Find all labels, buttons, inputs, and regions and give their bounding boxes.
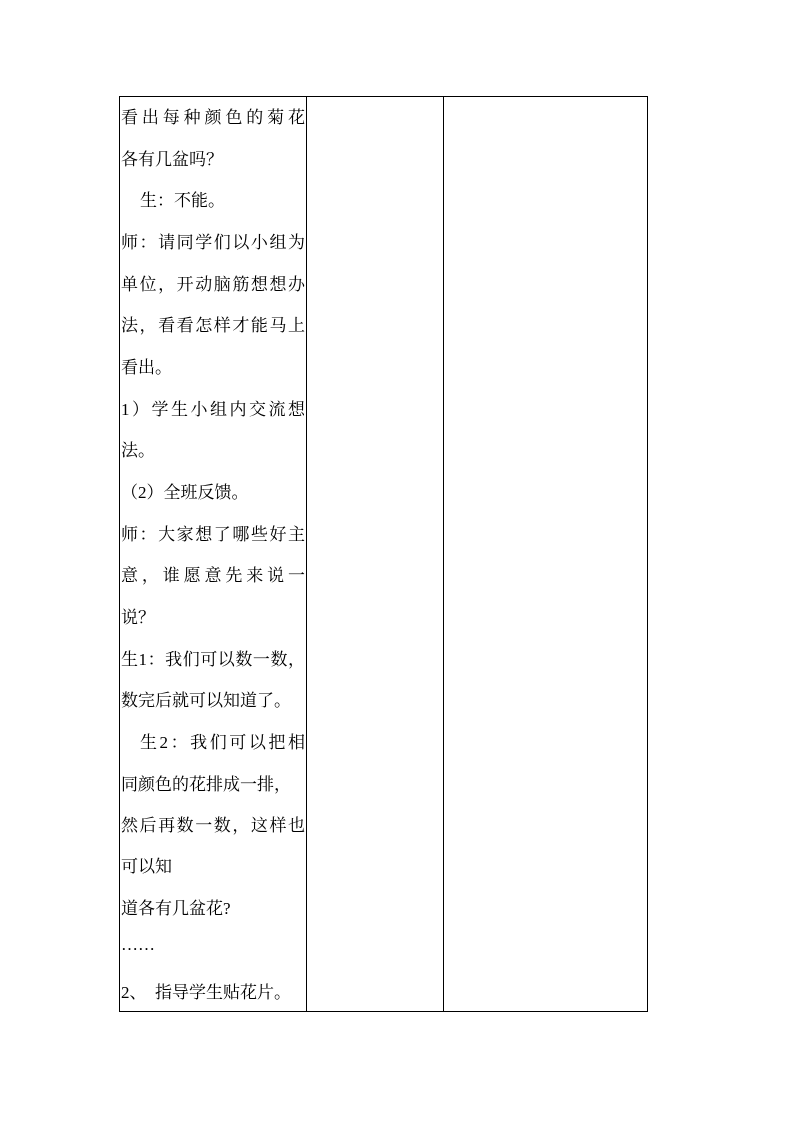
text-line: 1）学生小组内交流想 xyxy=(121,400,305,419)
text-line: 单位，开动脑筋想想办 xyxy=(121,275,305,294)
text-line: 生1：我们可以数一数， xyxy=(121,650,305,669)
table-column-empty xyxy=(444,97,647,1011)
text-line: 师：大家想了哪些好主 xyxy=(121,525,305,544)
text-line: 法，看看怎样才能马上 xyxy=(121,316,305,335)
text-line: 道各有几盆花? xyxy=(121,899,231,918)
text-line: 2、 指导学生贴花片。 xyxy=(121,983,291,1002)
text-line: 各有几盆吗？ xyxy=(121,150,223,169)
text-line: 然后再数一数，这样也 xyxy=(121,816,305,835)
text-line: 看出每种颜色的菊花 xyxy=(121,108,305,127)
text-line: 师：请同学们以小组为 xyxy=(121,233,305,252)
text-line: 说？ xyxy=(121,608,155,627)
text-line: 看出。 xyxy=(121,358,172,377)
text-line: 生2：我们可以把相 xyxy=(140,733,305,752)
text-line: 意，谁愿意先来说一 xyxy=(121,566,305,585)
text-line: 可以知 xyxy=(121,857,172,876)
text-line: （2）全班反馈。 xyxy=(121,483,249,502)
text-line: …… xyxy=(121,935,155,954)
text-line: 生：不能。 xyxy=(140,191,225,210)
text-line: 法。 xyxy=(121,441,155,460)
table-column-empty xyxy=(307,97,443,1011)
text-line: 同颜色的花排成一排， xyxy=(121,775,291,794)
text-line: 数完后就可以知道了。 xyxy=(121,691,291,710)
